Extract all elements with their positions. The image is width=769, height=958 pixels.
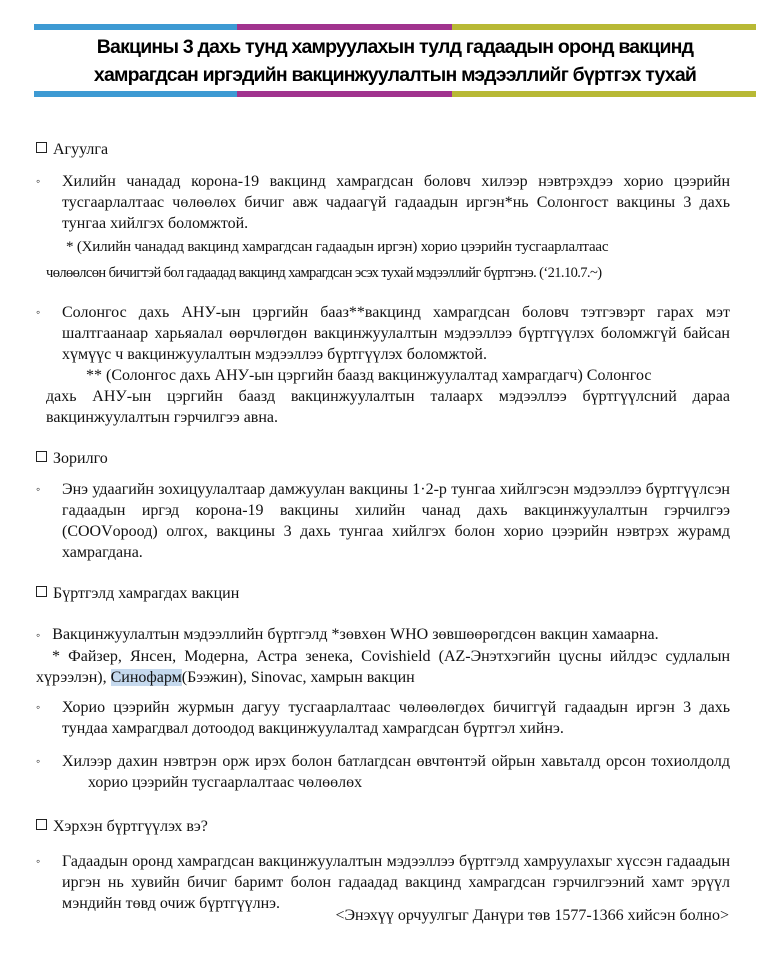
checkbox-square-icon <box>36 819 47 830</box>
section-heading-purpose: Зорилго <box>30 448 730 469</box>
list-item: ◦ Хилээр дахин нэвтрэн орж ирэх болон батлагдсан өвчтөнтэй ойрын хавьталд орсон тохиолдолд хорио цээрийн тусгаарлалтаас чөлөөлөх <box>36 753 730 791</box>
header-color-bar-top <box>34 24 756 30</box>
footnote-line: дахь АНУ-ын цэргийн баазд вакцинжуулалтын талаарх мэдээллээ бүртгүүлсний дараа вакцинжуулалтын гэрчилгээ авна. <box>46 388 730 426</box>
footnote-line: ** (Солонгос дахь АНУ-ын цэргийн баазд вакцинжуулалтад хамрагдагч) Солонгос <box>86 367 652 384</box>
bullet-circle-icon: ◦ <box>36 754 41 768</box>
checkbox-square-icon <box>36 586 47 597</box>
bullet-circle-icon: ◦ <box>36 628 41 642</box>
vaccine-list-note: * Файзер, Янсен, Модерна, Астра зенека, Covishield (AZ-Энэтхэгийн цусны ийлдэс судлалын хүрээлэн), Синофарм(Бээжин), Sinovac, хамрын вакцин <box>36 648 730 686</box>
checkbox-square-icon <box>36 451 47 462</box>
bullet-circle-icon: ◦ <box>36 700 41 714</box>
color-bar-segment-purple <box>237 24 452 30</box>
title-line-1: Вакцины 3 дахь тунд хамруулахын тулд гадаадын оронд вакцинд <box>96 36 694 58</box>
document-title <box>34 33 756 89</box>
color-bar-segment-olive <box>452 24 756 30</box>
translation-credit: <Энэхүү орчуулгыг Данүри төв 1577-1366 хийсэн болно> <box>335 907 729 924</box>
section-heading-howto: Хэрхэн бүртгүүлэх вэ? <box>30 816 730 837</box>
color-bar-segment-blue <box>34 91 237 97</box>
bullet-circle-icon: ◦ <box>36 305 41 319</box>
list-item: ◦ Хилийн чанадад корона-19 вакцинд хамрагдсан боловч хилээр нэвтрэхдээ хорио цээрийн тусгаарлалтаас чөлөөлөх бичиг авж чадаагүй гадаадын иргэн*нь Солонгост вакцины 3 дахь тунгаа хийлгэх боломжтой. <box>36 173 730 232</box>
highlighted-text: Синофарм <box>110 669 182 686</box>
list-item: ◦ Энэ удаагийн зохицуулалтаар дамжуулан вакцины 1·2-р тунгаа хийлгэсэн мэдээллээ бүртгүүлсэн гадаадын иргэд корона-19 вакцины хилийн чанад дахь вакцинжуулалтын гэрчилгээ (COOVороод) олгох, вакцины 3 дахь тунгаа хийлгэх болон хорио цээрийн нэвтрэх журамд хамрагдана. <box>36 481 730 561</box>
list-item: ◦ Вакцинжуулалтын мэдээллийн бүртгэлд *зөвхөн WHO зөвшөөрөгдсөн вакцин хамаарна. <box>36 626 659 643</box>
bullet-circle-icon: ◦ <box>36 854 41 868</box>
color-bar-segment-blue <box>34 24 237 30</box>
header-color-bar-bottom <box>34 91 756 97</box>
footnote-line: * (Хилийн чанадад вакцинд хамрагдсан гадаадын иргэн) хорио цээрийн тусгаарлалтаас <box>66 239 609 255</box>
section-heading-background: Агуулга <box>30 139 730 160</box>
bullet-circle-icon: ◦ <box>36 174 41 188</box>
bullet-circle-icon: ◦ <box>36 482 41 496</box>
color-bar-segment-olive <box>452 91 756 97</box>
list-item: ◦ Гадаадын оронд хамрагдсан вакцинжуулалтын мэдээллээ бүртгэлд хамруулахыг хүссэн гадаадын иргэн нь хувийн бичиг баримт болон гадаадад вакцинд хамрагдсан гэрчилгээний хамт эрүүл мэндийн төвд очиж бүртгүүлнэ. <box>36 853 730 912</box>
checkbox-square-icon <box>36 142 47 153</box>
footnote-line: чөлөөлсөн бичигтэй бол гадаадад вакцинд хамрагдсан эсэх тухай мэдээллийг бүртгэнэ. (‘21.10.7.~) <box>46 265 602 281</box>
section-heading-vaccines: Бүртгэлд хамрагдах вакцин <box>30 583 730 604</box>
list-item: ◦ Хорио цээрийн журмын дагуу тусгаарлалтаас чөлөөлөгдөх бичиггүй гадаадын иргэн 3 дахь тундаа хамрагдвал дотоодод вакцинжуулалтад хамрагдсан бүртгэл хийнэ. <box>36 699 730 737</box>
list-item: ◦ Солонгос дахь АНУ-ын цэргийн бааз**вакцинд хамрагдсан боловч тэтгэвэрт гарах мэт шалтгаанаар харьяалал өөрчлөгдөн вакцинжуулалтын мэдээллээ бүртгүүлэх боломжгүй байсан хүмүүс ч вакцинжуулалтын мэдээллээ бүртгүүлэх боломжтой. <box>36 304 730 363</box>
document-body <box>30 139 730 914</box>
title-line-2: хамрагдсан иргэдийн вакцинжуулалтын мэдээллийг бүртгэх тухай <box>93 64 697 86</box>
color-bar-segment-purple <box>237 91 452 97</box>
